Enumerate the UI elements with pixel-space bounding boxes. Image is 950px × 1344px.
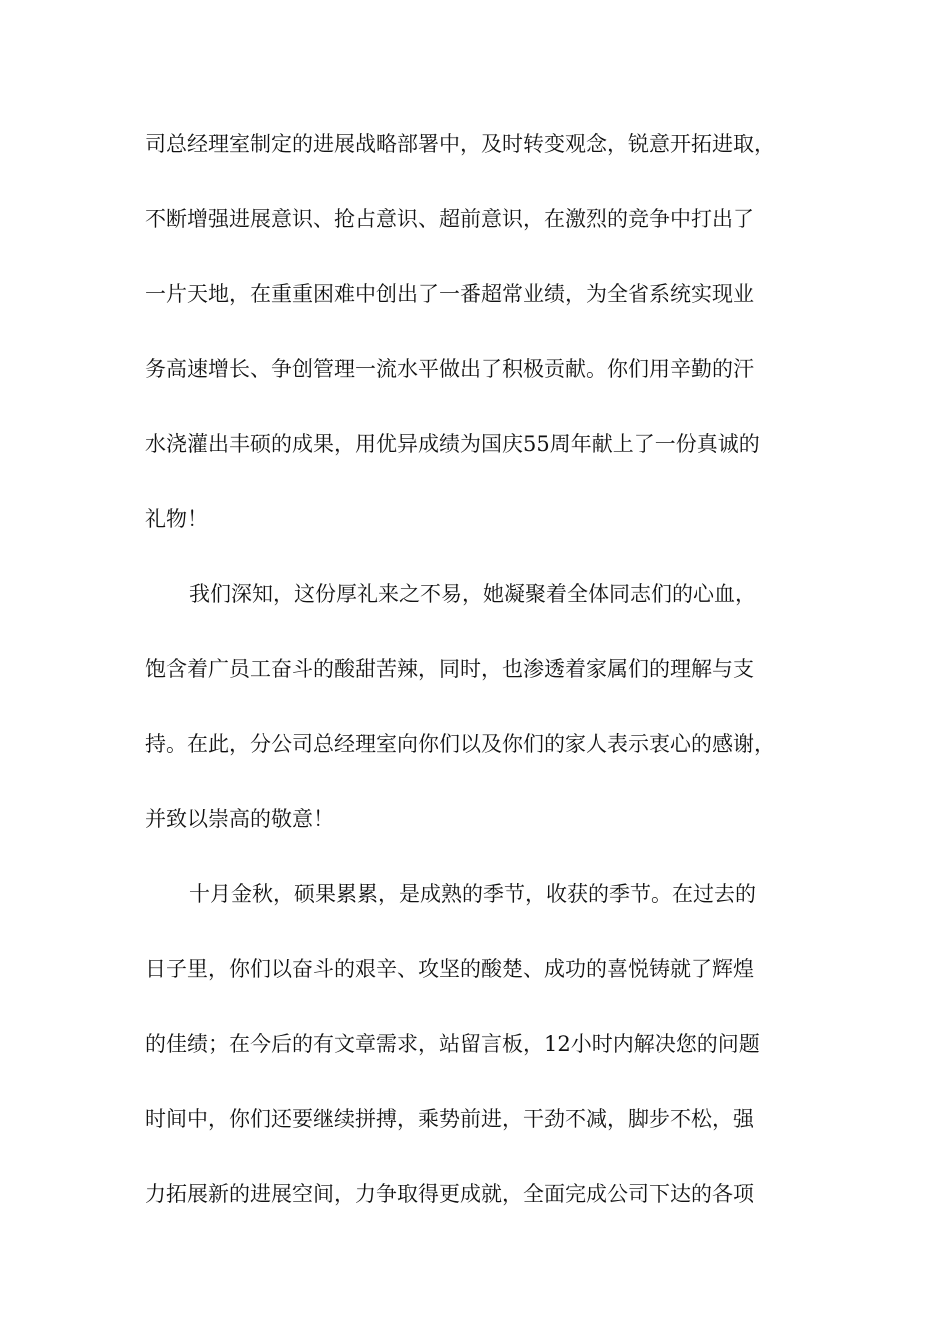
text-line: 礼物！ xyxy=(145,507,208,531)
text-line: 时间中，你们还要继续拼搏，乘势前进，干劲不减，脚步不松，强 xyxy=(145,1107,754,1131)
text-line: 力拓展新的进展空间，力争取得更成就，全面完成公司下达的各项 xyxy=(145,1182,754,1206)
text-line: 饱含着广员工奋斗的酸甜苦辣，同时，也渗透着家属们的理解与支 xyxy=(145,657,754,681)
text-line: 日子里，你们以奋斗的艰辛、攻坚的酸楚、成功的喜悦铸就了辉煌 xyxy=(145,957,754,981)
document-body xyxy=(145,124,815,1249)
text-line: 水浇灌出丰硕的成果，用优异成绩为国庆55周年献上了一份真诚的 xyxy=(145,432,760,456)
text-line: 务高速增长、争创管理一流水平做出了积极贡献。你们用辛勤的汗 xyxy=(145,357,754,381)
text-line: 的佳绩；在今后的有文章需求，站留言板，12小时内解决您的问题 xyxy=(145,1032,760,1056)
text-line: 并致以崇高的敬意！ xyxy=(145,807,334,831)
text-line: 司总经理室制定的进展战略部署中，及时转变观念，锐意开拓进取， xyxy=(145,132,775,156)
text-line: 持。在此，分公司总经理室向你们以及你们的家人表示衷心的感谢， xyxy=(145,732,775,756)
text-line: 一片天地，在重重困难中创出了一番超常业绩，为全省系统实现业 xyxy=(145,282,754,306)
text-line: 不断增强进展意识、抢占意识、超前意识，在激烈的竞争中打出了 xyxy=(145,207,754,231)
paragraph-start-line: 十月金秋，硕果累累，是成熟的季节，收获的季节。在过去的 xyxy=(189,882,756,906)
paragraph-start-line: 我们深知，这份厚礼来之不易，她凝聚着全体同志们的心血， xyxy=(189,582,756,606)
